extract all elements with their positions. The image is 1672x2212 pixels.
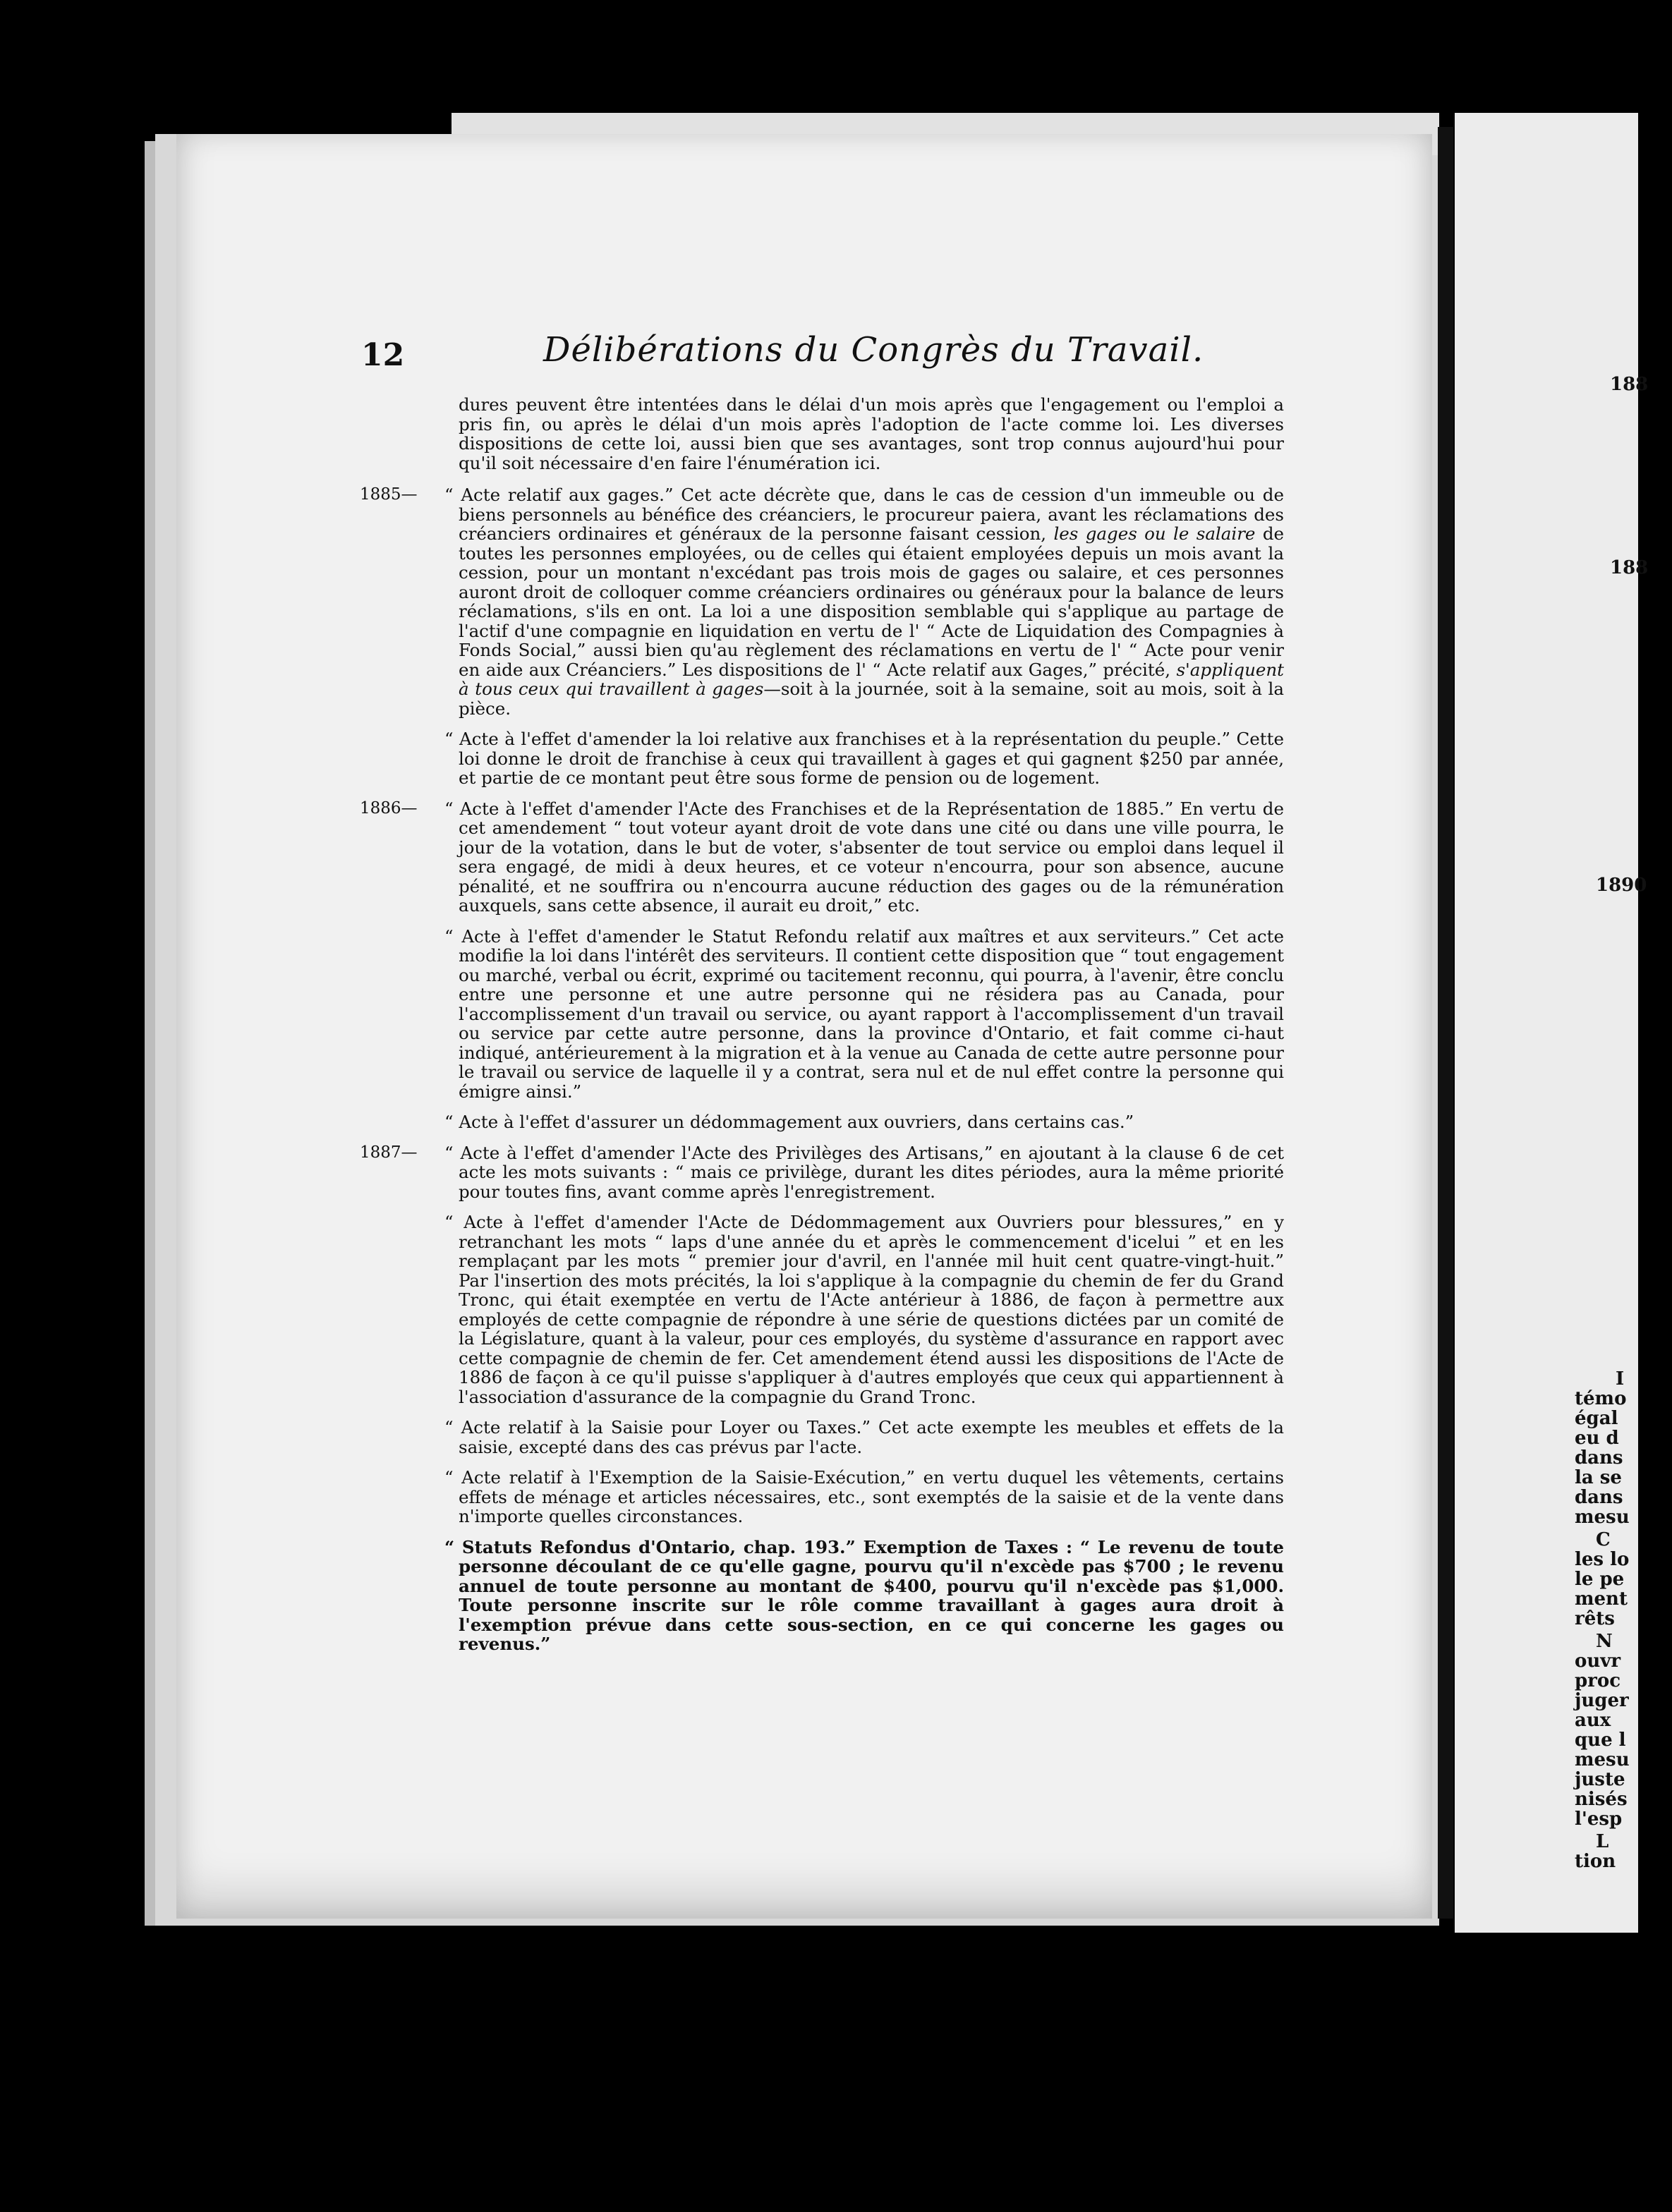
right-text-fragment: ment	[1575, 1588, 1628, 1610]
right-text-fragment: eu d	[1575, 1428, 1619, 1449]
entry-1886-sub-1: “ Acte à l'effet d'amender le Statut Refondu relatif aux maîtres et aux serviteurs.” Cet acte modifie la loi dans l'intérêt des serviteurs. Il contient cette disposition que “ tout engagement ou marché, verbal ou écrit, exprimé ou tacitement reconnu, qui pourra, à l'avenir, être conclu entre une personne et une autre personne qui ne résidera pas au Canada, pour l'accomplissement d'un travail ou service, ou ayant rapport à l'accomplissement d'un travail ou service par cette autre personne, dans la province d'Ontario, et fait comme ci-haut indiqué, antérieurement à la migration et à la venue au Canada de cette autre personne pour le travail ou service de laquelle il y a contrat, sera nul et de nul effet contre la personne qui émigre ainsi.”	[444, 925, 1284, 1102]
right-text-fragment: dans	[1575, 1487, 1623, 1508]
right-margin-year: 188	[1610, 557, 1649, 578]
entry-1885	[360, 485, 1284, 718]
right-text-fragment: témo	[1575, 1388, 1627, 1409]
entry-1886-text: “ Acte à l'effet d'amender l'Acte des Franchises et de la Représentation de 1885.” En vertu de cet amendement “ tout voteur ayant droit de vote dans une cité ou dans une ville pourra, le jour de la votation, dans le but de voter, s'absenter de tout service ou emploi dans lequel il sera engagé, de midi à deux heures, et ce voteur n'encourra, pour son absence, aucune pénalité, et ne souffrira ou n'encourra aucune réduction des gages ou de la rémunération auxquels, sans cette absence, il aurait eu droit,” etc.	[444, 798, 1284, 916]
entry-1885-text	[444, 485, 1284, 718]
year-label: 1886—	[360, 798, 418, 818]
right-text-fragment: mesu	[1575, 1749, 1630, 1770]
entry-1885-italic-1: les gages ou le salaire	[1053, 523, 1256, 544]
right-text-fragment: N	[1596, 1631, 1613, 1652]
right-margin-year: 188	[1610, 374, 1649, 395]
right-text-fragment: L	[1596, 1831, 1609, 1852]
entry-1885-text-b: de toutes les personnes employées, ou de celles qui étaient employées depuis un mois avant la cession, pour un montant n'excédant pas trois mois de gages ou salaire, et ces personnes auront droit de colloquer comme créanciers ordinaires ou généraux pour la balance de leurs réclamations, s'ils en ont. La loi a une disposition semblable qui s'applique au partage de l'actif d'une compagnie en liquidation en vertu de l' “ Acte de Liquidation des Compagnies à Fonds Social,” aussi bien qu'au règlement des réclamations en vertu de l' “ Acte pour venir en aide aux Créanciers.” Les dispositions de l' “ Acte relatif aux Gages,” précité,	[459, 523, 1284, 680]
right-text-fragment: proc	[1575, 1670, 1621, 1691]
right-text-fragment: égal	[1575, 1408, 1618, 1429]
page-body	[360, 395, 1284, 1665]
entry-1885-italic-2: s'appliquent à tous ceux qui travaillent à gages	[459, 659, 1284, 699]
year-label: 1887—	[360, 1143, 418, 1162]
right-text-fragment: aux	[1575, 1710, 1611, 1731]
page-number: 12	[361, 337, 405, 373]
right-text-fragment: rêts	[1575, 1608, 1615, 1629]
right-text-fragment: C	[1596, 1529, 1611, 1550]
right-text-fragment: juger	[1575, 1690, 1629, 1711]
entry-1887	[360, 1143, 1284, 1202]
right-text-fragment: le pe	[1575, 1569, 1625, 1590]
right-margin-year: 1890	[1596, 875, 1647, 896]
entry-1887-sub-3: “ Acte relatif à l'Exemption de la Saisie-Exécution,” en vertu duquel les vêtements, certains effets de ménage et articles nécessaires, etc., sont exemptés de la saisie et de la vente dans n'importe quelles circonstances.	[444, 1467, 1284, 1526]
right-text-fragment: nisés	[1575, 1789, 1628, 1810]
right-text-fragment: dans	[1575, 1447, 1623, 1469]
right-text-fragment: la se	[1575, 1467, 1622, 1488]
entry-1885-text-a: “ Acte relatif aux gages.” Cet acte décrète que, dans le cas de cession d'un immeuble ou de biens personnels au bénéfice des créanciers, le procureur paiera, avant les réclamations des créanciers ordinaires et généraux de la personne faisant cession,	[444, 485, 1284, 544]
book-gutter	[1438, 127, 1453, 1919]
running-head: Délibérations du Congrès du Travail.	[543, 330, 1204, 370]
right-text-fragment: que l	[1575, 1730, 1626, 1751]
entry-1887-sub-4: “ Statuts Refondus d'Ontario, chap. 193.” Exemption de Taxes : “ Le revenu de toute personne découlant de ce qu'elle gagne, pourvu qu'il n'excède pas $700 ; le revenu annuel de toute personne au montant de $400, pourvu qu'il n'excède pas $1,000. Toute personne inscrite sur le rôle comme travaillant à gages aura droit à l'exemption prévue dans cette sous-section, en ce qui concerne les gages ou revenus.”	[444, 1536, 1284, 1654]
entry-1887-text: “ Acte à l'effet d'amender l'Acte des Privilèges des Artisans,” en ajoutant à la clause 6 de cet acte les mots suivants : “ mais ce privilège, durant les dites périodes, aura la même priorité pour toutes fins, avant comme après l'enregistrement.	[444, 1142, 1284, 1202]
right-text-fragment: l'esp	[1575, 1809, 1623, 1830]
year-label: 1885—	[360, 485, 418, 504]
entry-1886-sub-2: “ Acte à l'effet d'assurer un dédommagement aux ouvriers, dans certains cas.”	[444, 1112, 1134, 1132]
right-text-fragment: ouvr	[1575, 1651, 1621, 1672]
entry-1887-sub-2: “ Acte relatif à la Saisie pour Loyer ou Taxes.” Cet acte exempte les meubles et effets de la saisie, excepté dans des cas prévus par l'acte.	[444, 1417, 1284, 1457]
entry-1885-sub: “ Acte à l'effet d'amender la loi relative aux franchises et à la représentation du peuple.” Cette loi donne le droit de franchise à ceux qui travaillent à gages et qui gagnent $250 par année, et partie de ce montant peut être sous forme de pension ou de logement.	[444, 729, 1284, 788]
right-text-fragment: tion	[1575, 1851, 1616, 1872]
right-text-fragment: mesu	[1575, 1507, 1630, 1528]
intro-paragraph: dures peuvent être intentées dans le délai d'un mois après que l'engagement ou l'emploi a pris fin, ou après le délai d'un mois après l'adoption de l'acte comme loi. Les diverses dispositions de cette loi, aussi bien que ses avantages, sont trop connus aujourd'hui pour qu'il soit nécessaire d'en faire l'énumération ici.	[459, 394, 1284, 473]
entry-1887-sub-1: “ Acte à l'effet d'amender l'Acte de Dédommagement aux Ouvriers pour blessures,” en y retranchant les mots “ laps d'une année du et après le commencement d'icelui ” et en les remplaçant par les mots “ premier jour d'avril, en l'année mil huit cent quatre-vingt-huit.” Par l'insertion des mots précités, la loi s'applique à la compagnie du chemin de fer du Grand Tronc, qui était exemptée en vertu de l'Acte antérieur à 1886, de façon à permettre aux employés de cette compagnie de répondre à une série de questions dictées par un comité de la Législature, quant à la valeur, pour ces employés, du système d'assurance en rapport avec cette compagnie de chemin de fer. Cet amendement étend aussi les dispositions de l'Acte de 1886 de façon à ce qu'il puisse s'appliquer à d'autres employés que ceux qui appartiennent à l'association d'assurance de la compagnie du Grand Tronc.	[444, 1212, 1284, 1407]
right-text-fragment: juste	[1575, 1769, 1625, 1790]
entry-1885-text-c: —soit à la journée, soit à la semaine, soit au mois, soit à la pièce.	[459, 679, 1285, 719]
entry-1886	[360, 799, 1284, 916]
right-text-fragment: les lo	[1575, 1549, 1630, 1570]
right-text-fragment: I	[1616, 1368, 1625, 1390]
